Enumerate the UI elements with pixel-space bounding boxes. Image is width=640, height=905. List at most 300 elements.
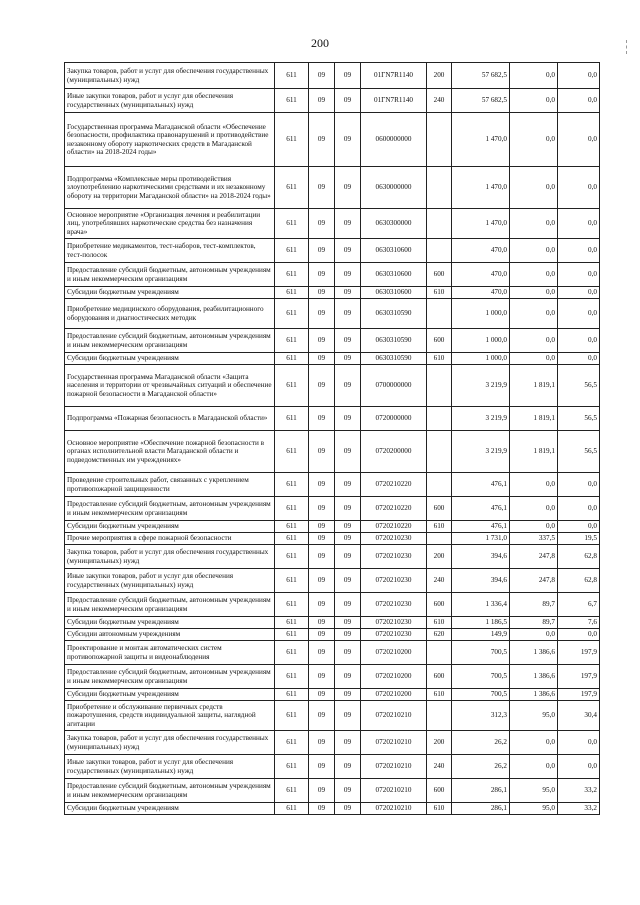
row-sum-1: 3 219,9 <box>452 365 510 407</box>
row-sum-3: 33,2 <box>558 803 600 815</box>
row-sum-3: 0,0 <box>558 521 600 533</box>
row-pr: 09 <box>335 89 361 113</box>
row-sum-2: 0,0 <box>510 521 558 533</box>
row-vr: 610 <box>427 689 452 701</box>
row-rz: 09 <box>309 299 335 329</box>
row-sum-2: 0,0 <box>510 299 558 329</box>
row-vr <box>427 299 452 329</box>
row-csr: 0720210220 <box>361 497 427 521</box>
row-ved: 611 <box>275 641 309 665</box>
row-description: Прочие мероприятия в сфере пожарной безопасности <box>65 533 275 545</box>
row-sum-2: 1 819,1 <box>510 407 558 431</box>
row-ved: 611 <box>275 473 309 497</box>
row-vr <box>427 113 452 167</box>
row-sum-3: 0,0 <box>558 63 600 89</box>
row-ved: 611 <box>275 629 309 641</box>
table-row <box>65 63 600 89</box>
row-sum-1: 394,6 <box>452 545 510 569</box>
row-pr: 09 <box>335 731 361 755</box>
row-sum-3: 0,0 <box>558 329 600 353</box>
row-pr: 09 <box>335 365 361 407</box>
row-ved: 611 <box>275 779 309 803</box>
row-rz: 09 <box>309 521 335 533</box>
table-row <box>65 167 600 209</box>
row-sum-1: 476,1 <box>452 521 510 533</box>
row-rz: 09 <box>309 779 335 803</box>
row-ved: 611 <box>275 755 309 779</box>
row-ved: 611 <box>275 431 309 473</box>
row-csr: 0720200000 <box>361 431 427 473</box>
row-ved: 611 <box>275 731 309 755</box>
row-csr: 01ГN7R1140 <box>361 89 427 113</box>
row-description: Подпрограмма «Комплексные меры противодействия злоупотреблению наркотическими средствами и их незаконному обороту на территории Магаданской области» на 2018-2024 годы» <box>65 167 275 209</box>
row-ved: 611 <box>275 689 309 701</box>
row-description: Предоставление субсидий бюджетным, автономным учреждениям и иным некоммерческим организациям <box>65 263 275 287</box>
row-csr: 0600000000 <box>361 113 427 167</box>
row-ved: 611 <box>275 299 309 329</box>
row-pr: 09 <box>335 533 361 545</box>
row-sum-2: 0,0 <box>510 353 558 365</box>
row-pr: 09 <box>335 473 361 497</box>
row-vr: 200 <box>427 545 452 569</box>
row-vr: 600 <box>427 779 452 803</box>
row-vr: 600 <box>427 263 452 287</box>
row-rz: 09 <box>309 545 335 569</box>
row-ved: 611 <box>275 167 309 209</box>
row-vr <box>427 365 452 407</box>
row-description: Основное мероприятие «Организация лечения и реабилитации лиц, употреблявших наркотические средства без назначения врача» <box>65 209 275 239</box>
row-pr: 09 <box>335 803 361 815</box>
row-vr: 610 <box>427 353 452 365</box>
row-description: Проведение строительных работ, связанных с укреплением противопожарной защищенности <box>65 473 275 497</box>
row-rz: 09 <box>309 701 335 731</box>
row-description: Предоставление субсидий бюджетным, автономным учреждениям и иным некоммерческим организациям <box>65 593 275 617</box>
table-row <box>65 641 600 665</box>
row-sum-1: 3 219,9 <box>452 407 510 431</box>
row-sum-1: 1 000,0 <box>452 299 510 329</box>
row-pr: 09 <box>335 209 361 239</box>
row-ved: 611 <box>275 701 309 731</box>
row-sum-1: 1 336,4 <box>452 593 510 617</box>
row-csr: 0630310590 <box>361 299 427 329</box>
row-description: Основное мероприятие «Обеспечение пожарной безопасности в органах исполнительной власти Магаданской области и подведомственных им учреждениях» <box>65 431 275 473</box>
row-csr: 0630310600 <box>361 263 427 287</box>
row-sum-1: 470,0 <box>452 287 510 299</box>
row-vr: 200 <box>427 63 452 89</box>
row-csr: 0720210210 <box>361 701 427 731</box>
row-pr: 09 <box>335 497 361 521</box>
row-ved: 611 <box>275 617 309 629</box>
row-csr: 0720210210 <box>361 803 427 815</box>
row-rz: 09 <box>309 329 335 353</box>
row-ved: 611 <box>275 665 309 689</box>
row-description: Субсидии автономным учреждениям <box>65 629 275 641</box>
row-pr: 09 <box>335 431 361 473</box>
row-rz: 09 <box>309 407 335 431</box>
table-row <box>65 473 600 497</box>
row-ved: 611 <box>275 521 309 533</box>
row-rz: 09 <box>309 665 335 689</box>
row-ved: 611 <box>275 533 309 545</box>
row-pr: 09 <box>335 629 361 641</box>
row-rz: 09 <box>309 167 335 209</box>
row-sum-1: 286,1 <box>452 779 510 803</box>
row-csr: 0720210200 <box>361 689 427 701</box>
row-pr: 09 <box>335 545 361 569</box>
row-sum-1: 1 186,5 <box>452 617 510 629</box>
row-pr: 09 <box>335 263 361 287</box>
row-pr: 09 <box>335 167 361 209</box>
table-row <box>65 263 600 287</box>
row-rz: 09 <box>309 431 335 473</box>
row-rz: 09 <box>309 63 335 89</box>
row-sum-2: 0,0 <box>510 263 558 287</box>
row-rz: 09 <box>309 641 335 665</box>
row-rz: 09 <box>309 689 335 701</box>
table-row <box>65 701 600 731</box>
row-sum-1: 57 682,5 <box>452 89 510 113</box>
row-sum-2: 247,8 <box>510 569 558 593</box>
row-sum-1: 26,2 <box>452 755 510 779</box>
row-ved: 611 <box>275 407 309 431</box>
row-sum-2: 0,0 <box>510 329 558 353</box>
row-ved: 611 <box>275 263 309 287</box>
row-rz: 09 <box>309 365 335 407</box>
row-sum-3: 0,0 <box>558 299 600 329</box>
row-ved: 611 <box>275 803 309 815</box>
row-description: Субсидии бюджетным учреждениям <box>65 287 275 299</box>
row-sum-1: 1 470,0 <box>452 209 510 239</box>
row-description: Субсидии бюджетным учреждениям <box>65 803 275 815</box>
table-row <box>65 521 600 533</box>
table-row <box>65 617 600 629</box>
row-csr: 0630000000 <box>361 167 427 209</box>
row-sum-3: 62,8 <box>558 545 600 569</box>
row-sum-2: 1 819,1 <box>510 431 558 473</box>
row-csr: 0720210230 <box>361 533 427 545</box>
row-description: Субсидии бюджетным учреждениям <box>65 617 275 629</box>
table-row <box>65 665 600 689</box>
row-sum-2: 247,8 <box>510 545 558 569</box>
row-description: Подпрограмма «Пожарная безопасность в Магаданской области» <box>65 407 275 431</box>
table-row <box>65 299 600 329</box>
row-sum-3: 197,9 <box>558 689 600 701</box>
table-row <box>65 689 600 701</box>
table-row <box>65 569 600 593</box>
row-vr <box>427 239 452 263</box>
row-rz: 09 <box>309 89 335 113</box>
row-pr: 09 <box>335 63 361 89</box>
row-csr: 0720210210 <box>361 731 427 755</box>
row-vr: 600 <box>427 593 452 617</box>
row-pr: 09 <box>335 701 361 731</box>
row-sum-3: 62,8 <box>558 569 600 593</box>
row-vr: 240 <box>427 569 452 593</box>
row-vr <box>427 533 452 545</box>
row-description: Закупка товаров, работ и услуг для обеспечения государственных (муниципальных) нужд <box>65 63 275 89</box>
row-rz: 09 <box>309 113 335 167</box>
row-vr: 240 <box>427 89 452 113</box>
row-sum-2: 0,0 <box>510 209 558 239</box>
row-sum-3: 30,4 <box>558 701 600 731</box>
table-row <box>65 353 600 365</box>
row-vr <box>427 167 452 209</box>
row-rz: 09 <box>309 287 335 299</box>
row-sum-1: 700,5 <box>452 689 510 701</box>
row-pr: 09 <box>335 641 361 665</box>
row-csr: 0630310590 <box>361 353 427 365</box>
row-vr: 200 <box>427 731 452 755</box>
row-sum-2: 95,0 <box>510 803 558 815</box>
row-sum-1: 286,1 <box>452 803 510 815</box>
row-sum-2: 0,0 <box>510 167 558 209</box>
row-description: Предоставление субсидий бюджетным, автономным учреждениям и иным некоммерческим организациям <box>65 665 275 689</box>
row-csr: 0630310590 <box>361 329 427 353</box>
row-pr: 09 <box>335 779 361 803</box>
row-rz: 09 <box>309 353 335 365</box>
table-row <box>65 287 600 299</box>
row-csr: 0720210230 <box>361 569 427 593</box>
row-pr: 09 <box>335 239 361 263</box>
row-sum-1: 1 470,0 <box>452 167 510 209</box>
row-sum-3: 0,0 <box>558 167 600 209</box>
row-sum-3: 56,5 <box>558 431 600 473</box>
row-vr <box>427 407 452 431</box>
table-row <box>65 89 600 113</box>
row-sum-3: 0,0 <box>558 287 600 299</box>
row-sum-2: 0,0 <box>510 755 558 779</box>
row-vr <box>427 431 452 473</box>
row-description: Закупка товаров, работ и услуг для обеспечения государственных (муниципальных) нужд <box>65 731 275 755</box>
table-row <box>65 239 600 263</box>
row-vr: 240 <box>427 755 452 779</box>
row-sum-1: 1 000,0 <box>452 329 510 353</box>
row-sum-2: 337,5 <box>510 533 558 545</box>
row-csr: 01ГN7R1140 <box>361 63 427 89</box>
row-sum-3: 0,0 <box>558 629 600 641</box>
table-row <box>65 803 600 815</box>
row-description: Государственная программа Магаданской области «Защита населения и территории от чрезвычайных ситуаций и обеспечение пожарной безопасности в Магаданской области» <box>65 365 275 407</box>
row-sum-3: 0,0 <box>558 755 600 779</box>
row-sum-2: 1 819,1 <box>510 365 558 407</box>
row-sum-3: 0,0 <box>558 89 600 113</box>
row-ved: 611 <box>275 497 309 521</box>
row-sum-3: 0,0 <box>558 473 600 497</box>
row-sum-1: 312,3 <box>452 701 510 731</box>
row-sum-2: 1 386,6 <box>510 665 558 689</box>
row-sum-3: 0,0 <box>558 497 600 521</box>
row-sum-3: 19,5 <box>558 533 600 545</box>
row-vr: 600 <box>427 329 452 353</box>
table-row <box>65 329 600 353</box>
row-ved: 611 <box>275 365 309 407</box>
row-sum-2: 0,0 <box>510 63 558 89</box>
row-sum-1: 470,0 <box>452 263 510 287</box>
row-vr <box>427 701 452 731</box>
row-sum-1: 149,9 <box>452 629 510 641</box>
row-description: Субсидии бюджетным учреждениям <box>65 521 275 533</box>
row-sum-2: 89,7 <box>510 593 558 617</box>
row-sum-1: 1 470,0 <box>452 113 510 167</box>
row-rz: 09 <box>309 209 335 239</box>
row-ved: 611 <box>275 63 309 89</box>
row-sum-3: 0,0 <box>558 113 600 167</box>
row-ved: 611 <box>275 287 309 299</box>
row-sum-1: 700,5 <box>452 641 510 665</box>
row-sum-1: 1 000,0 <box>452 353 510 365</box>
row-pr: 09 <box>335 755 361 779</box>
row-description: Предоставление субсидий бюджетным, автономным учреждениям и иным некоммерческим организациям <box>65 779 275 803</box>
row-csr: 0720210230 <box>361 593 427 617</box>
table-row <box>65 407 600 431</box>
row-vr <box>427 209 452 239</box>
row-pr: 09 <box>335 329 361 353</box>
row-vr: 610 <box>427 803 452 815</box>
row-sum-3: 0,0 <box>558 239 600 263</box>
row-description: Предоставление субсидий бюджетным, автономным учреждениям и иным некоммерческим организациям <box>65 329 275 353</box>
row-vr <box>427 641 452 665</box>
row-rz: 09 <box>309 533 335 545</box>
row-pr: 09 <box>335 113 361 167</box>
row-csr: 0720210230 <box>361 629 427 641</box>
row-description: Иные закупки товаров, работ и услуг для обеспечения государственных (муниципальных) нужд <box>65 569 275 593</box>
row-rz: 09 <box>309 593 335 617</box>
row-sum-1: 394,6 <box>452 569 510 593</box>
row-csr: 0720000000 <box>361 407 427 431</box>
row-csr: 0720210220 <box>361 521 427 533</box>
row-rz: 09 <box>309 755 335 779</box>
row-sum-3: 0,0 <box>558 353 600 365</box>
row-vr <box>427 473 452 497</box>
row-csr: 0720210210 <box>361 779 427 803</box>
row-sum-2: 0,0 <box>510 287 558 299</box>
table-row <box>65 497 600 521</box>
row-sum-2: 89,7 <box>510 617 558 629</box>
row-description: Приобретение и обслуживание первичных средств пожаротушения, средств индивидуальной защиты, наглядной агитации <box>65 701 275 731</box>
row-sum-3: 197,9 <box>558 641 600 665</box>
row-sum-1: 1 731,0 <box>452 533 510 545</box>
row-rz: 09 <box>309 497 335 521</box>
row-description: Субсидии бюджетным учреждениям <box>65 689 275 701</box>
row-sum-1: 476,1 <box>452 473 510 497</box>
row-sum-3: 0,0 <box>558 731 600 755</box>
row-sum-1: 476,1 <box>452 497 510 521</box>
row-csr: 0700000000 <box>361 365 427 407</box>
row-pr: 09 <box>335 689 361 701</box>
row-rz: 09 <box>309 569 335 593</box>
table-row <box>65 113 600 167</box>
table-row <box>65 365 600 407</box>
row-sum-1: 3 219,9 <box>452 431 510 473</box>
row-csr: 0720210200 <box>361 665 427 689</box>
row-rz: 09 <box>309 239 335 263</box>
row-ved: 611 <box>275 209 309 239</box>
row-description: Проектирование и монтаж автоматических систем противопожарной защиты и видеонаблюдения <box>65 641 275 665</box>
row-pr: 09 <box>335 287 361 299</box>
row-pr: 09 <box>335 521 361 533</box>
table-row <box>65 755 600 779</box>
row-description: Государственная программа Магаданской области «Обеспечение безопасности, профилактика правонарушений и противодействие незаконному обороту наркотических средств в Магаданской области» на 2018-2024 годы» <box>65 113 275 167</box>
row-sum-3: 0,0 <box>558 209 600 239</box>
row-vr: 610 <box>427 617 452 629</box>
table-row <box>65 779 600 803</box>
row-csr: 0720210230 <box>361 617 427 629</box>
row-sum-2: 1 386,6 <box>510 689 558 701</box>
table-row <box>65 431 600 473</box>
row-pr: 09 <box>335 665 361 689</box>
row-description: Субсидии бюджетным учреждениям <box>65 353 275 365</box>
row-csr: 0630300000 <box>361 209 427 239</box>
row-csr: 0630310600 <box>361 287 427 299</box>
page-number: 200 <box>311 36 329 50</box>
row-sum-2: 0,0 <box>510 473 558 497</box>
row-sum-1: 470,0 <box>452 239 510 263</box>
row-sum-3: 7,6 <box>558 617 600 629</box>
row-ved: 611 <box>275 113 309 167</box>
row-csr: 0720210220 <box>361 473 427 497</box>
row-sum-1: 26,2 <box>452 731 510 755</box>
row-sum-2: 0,0 <box>510 497 558 521</box>
row-csr: 0720210210 <box>361 755 427 779</box>
row-rz: 09 <box>309 629 335 641</box>
row-vr: 620 <box>427 629 452 641</box>
row-pr: 09 <box>335 617 361 629</box>
row-sum-1: 57 682,5 <box>452 63 510 89</box>
row-ved: 611 <box>275 239 309 263</box>
scan-edge-mark <box>626 40 628 54</box>
row-pr: 09 <box>335 593 361 617</box>
row-sum-3: 197,9 <box>558 665 600 689</box>
row-sum-2: 1 386,6 <box>510 641 558 665</box>
row-sum-1: 700,5 <box>452 665 510 689</box>
row-sum-3: 0,0 <box>558 263 600 287</box>
row-csr: 0720210200 <box>361 641 427 665</box>
row-sum-2: 0,0 <box>510 89 558 113</box>
budget-table <box>64 62 600 815</box>
row-sum-3: 33,2 <box>558 779 600 803</box>
table-row <box>65 545 600 569</box>
row-sum-3: 56,5 <box>558 365 600 407</box>
row-sum-2: 0,0 <box>510 731 558 755</box>
row-sum-3: 56,5 <box>558 407 600 431</box>
row-rz: 09 <box>309 263 335 287</box>
row-description: Закупка товаров, работ и услуг для обеспечения государственных (муниципальных) нужд <box>65 545 275 569</box>
row-rz: 09 <box>309 803 335 815</box>
row-pr: 09 <box>335 407 361 431</box>
table-row <box>65 533 600 545</box>
row-vr: 600 <box>427 497 452 521</box>
row-ved: 611 <box>275 353 309 365</box>
row-description: Предоставление субсидий бюджетным, автономным учреждениям и иным некоммерческим организациям <box>65 497 275 521</box>
row-rz: 09 <box>309 731 335 755</box>
row-csr: 0630310600 <box>361 239 427 263</box>
row-sum-3: 6,7 <box>558 593 600 617</box>
row-sum-2: 0,0 <box>510 113 558 167</box>
table-body <box>65 63 600 815</box>
row-rz: 09 <box>309 473 335 497</box>
row-pr: 09 <box>335 299 361 329</box>
row-ved: 611 <box>275 545 309 569</box>
row-rz: 09 <box>309 617 335 629</box>
row-vr: 600 <box>427 665 452 689</box>
row-csr: 0720210230 <box>361 545 427 569</box>
row-vr: 610 <box>427 521 452 533</box>
row-ved: 611 <box>275 593 309 617</box>
row-pr: 09 <box>335 353 361 365</box>
row-description: Иные закупки товаров, работ и услуг для обеспечения государственных (муниципальных) нужд <box>65 89 275 113</box>
table-row <box>65 593 600 617</box>
row-ved: 611 <box>275 569 309 593</box>
